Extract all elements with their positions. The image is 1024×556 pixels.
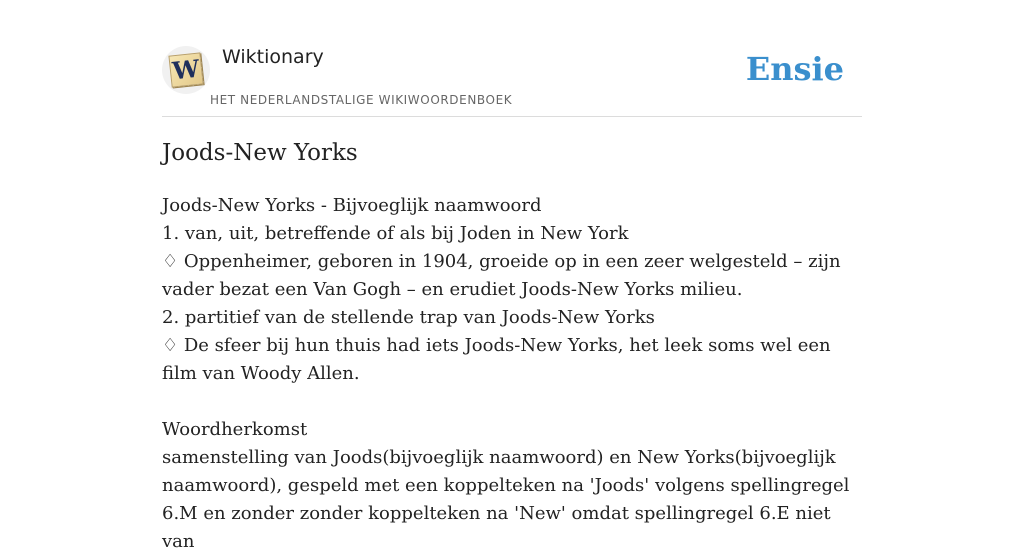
page-wrapper	[162, 0, 862, 552]
entry-content	[162, 192, 862, 556]
site-name[interactable]: Wiktionary	[222, 46, 324, 68]
sense-1: 1. van, uit, betreffende of als bij Joden in New York	[162, 223, 629, 244]
etymology-heading: Woordherkomst	[162, 419, 308, 440]
spacer	[162, 388, 862, 416]
page-title: Joods-New Yorks	[162, 140, 358, 166]
site-header	[162, 0, 862, 117]
sense-2: 2. partitief van de stellende trap van Joods-New Yorks	[162, 307, 655, 328]
wiktionary-logo[interactable]	[162, 46, 210, 94]
ensie-brand-logo[interactable]: Ensie	[745, 50, 844, 88]
wiktionary-logo-icon: W	[168, 52, 203, 87]
entry-heading: Joods-New Yorks - Bijvoeglijk naamwoord	[162, 195, 542, 216]
example-2: ♢ De sfeer bij hun thuis had iets Joods-New Yorks, het leek soms wel een film van Woody Allen.	[162, 335, 831, 384]
site-subtitle: HET NEDERLANDSTALIGE WIKIWOORDENBOEK	[210, 93, 513, 107]
example-1: ♢ Oppenheimer, geboren in 1904, groeide op in een zeer welgesteld – zijn vader bezat een Van Gogh – en erudiet Joods-New Yorks milieu.	[162, 251, 841, 300]
etymology-text: samenstelling van Joods(bijvoeglijk naamwoord) en New Yorks(bijvoeglijk naamwoord), gespeld met een koppelteken na 'Joods' volgens spellingregel 6.M en zonder zonder koppelteken na 'New' omdat spellingregel 6.E niet van	[162, 447, 850, 552]
